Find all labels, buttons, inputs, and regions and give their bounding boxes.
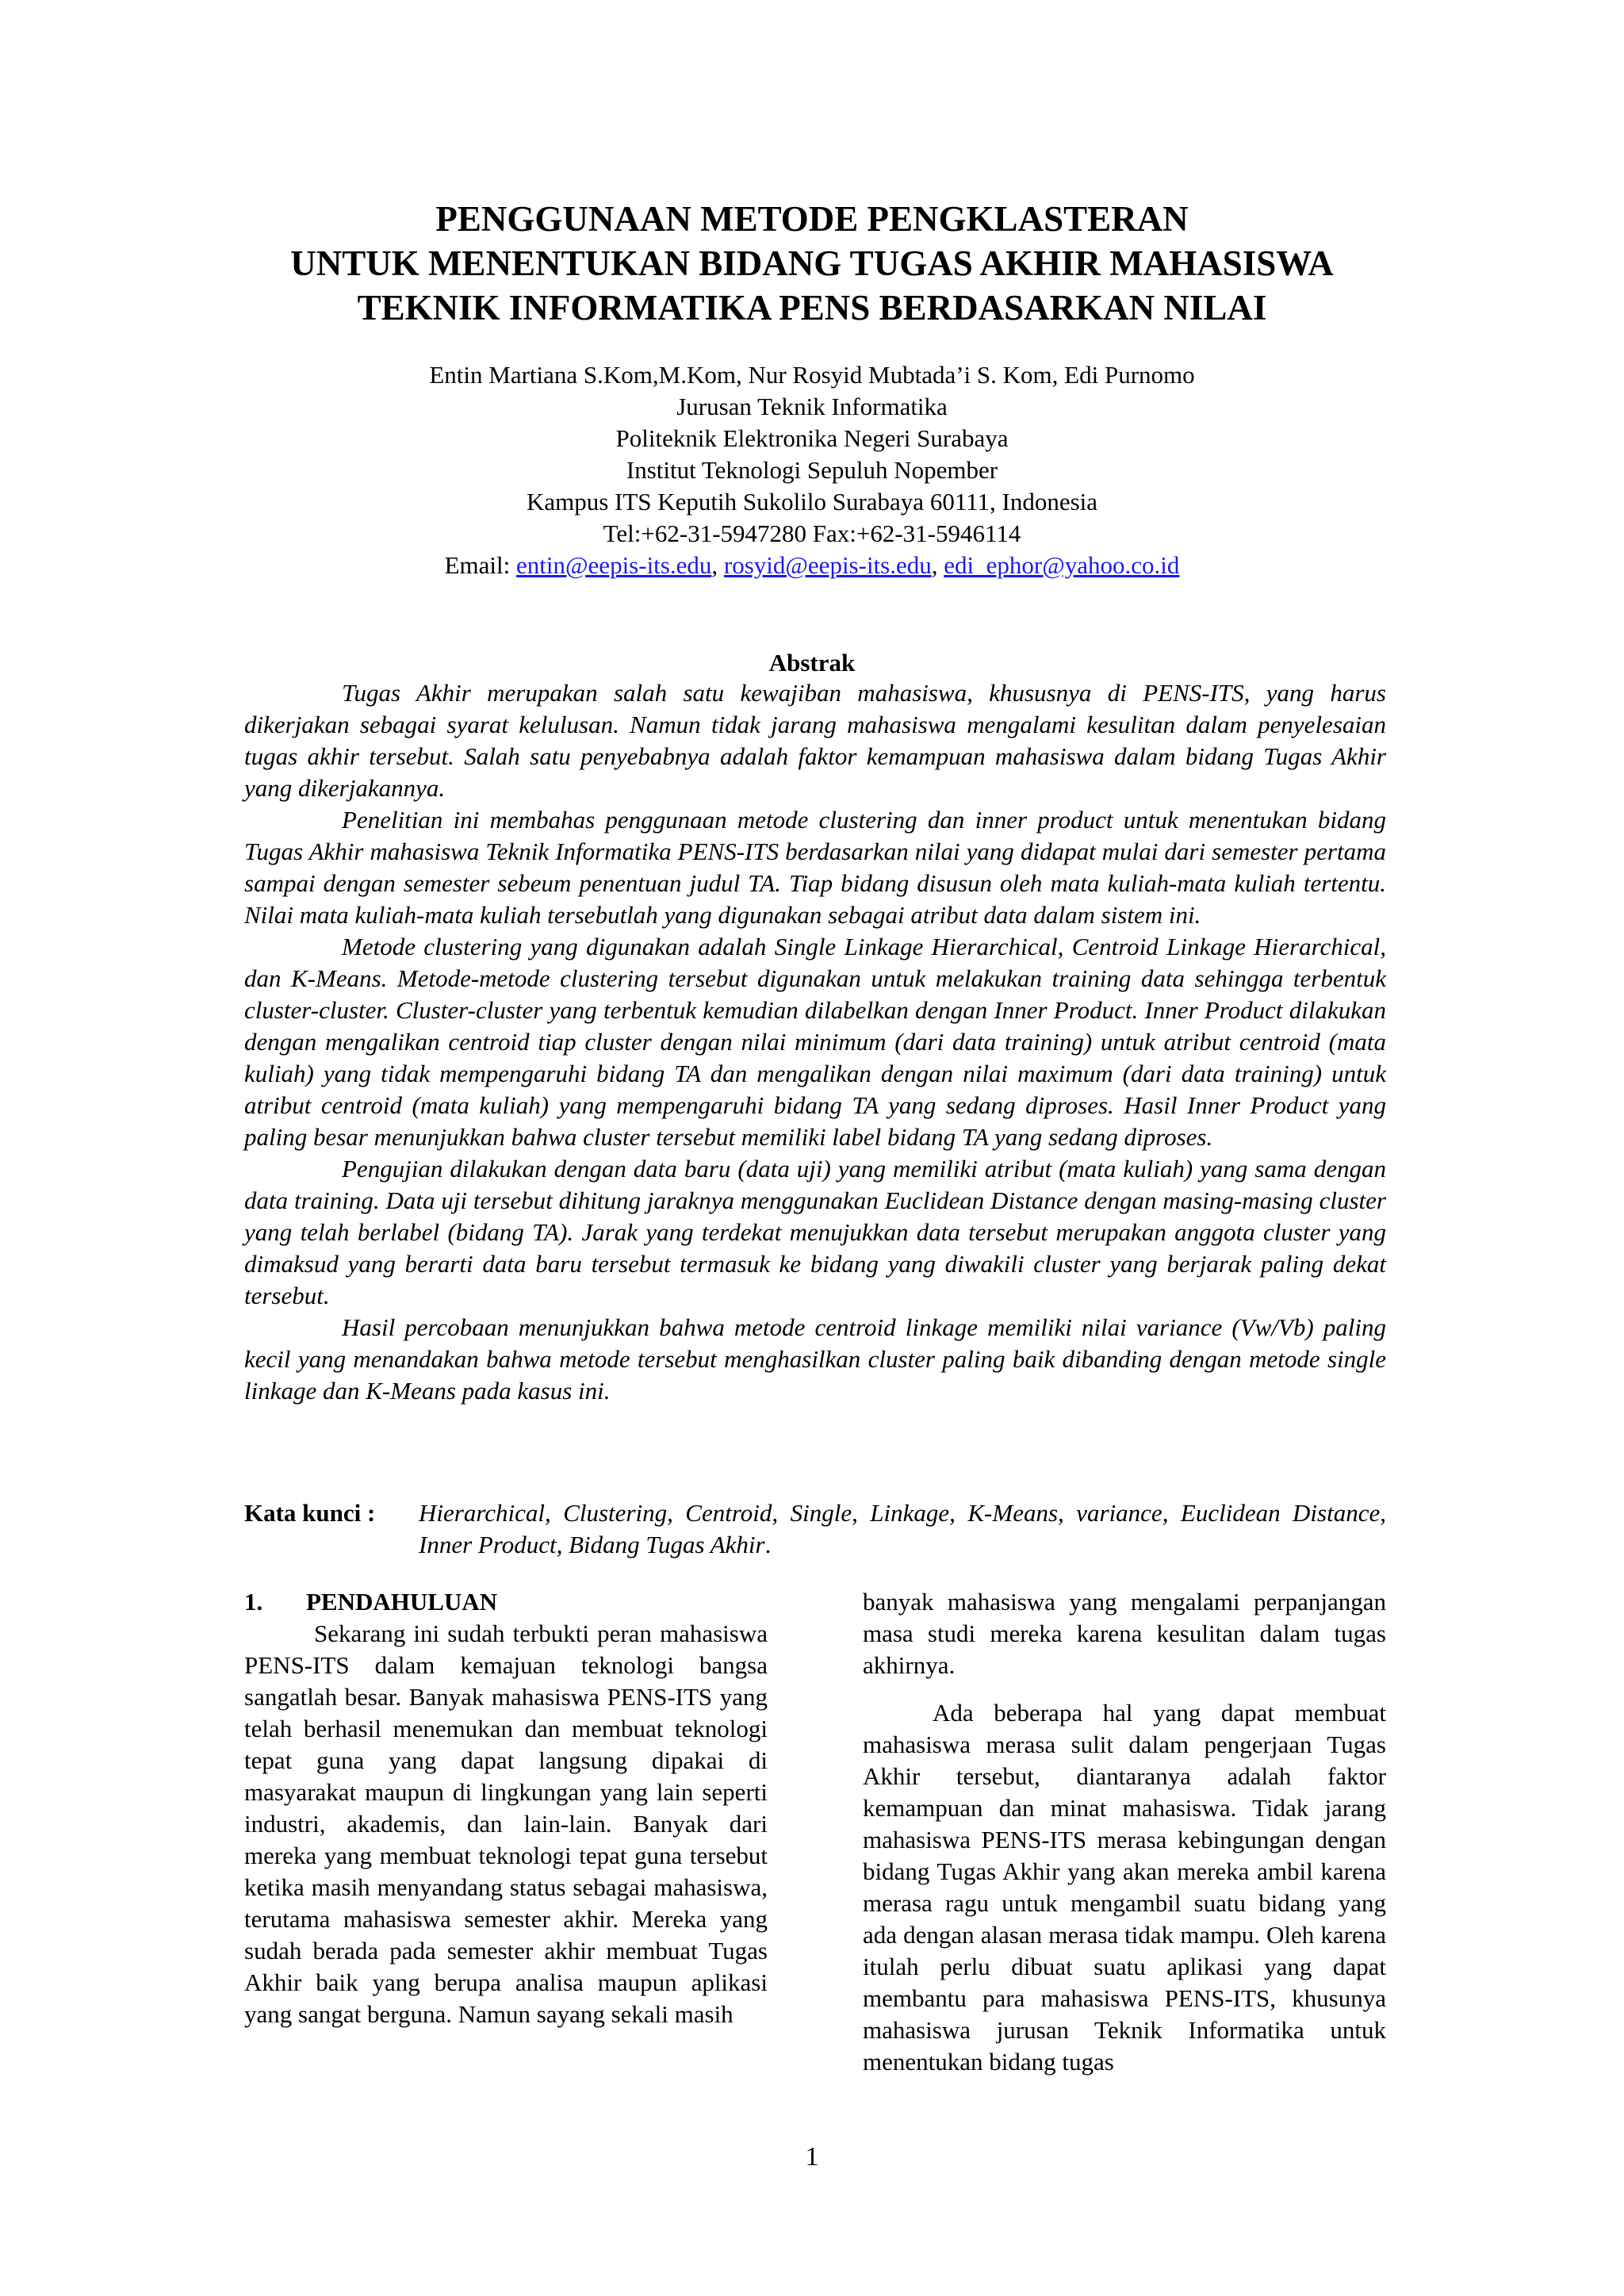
- section-number: 1.: [244, 1588, 263, 1616]
- keywords-text: [419, 1497, 1386, 1561]
- author-block: [238, 359, 1386, 581]
- keywords-end: .: [764, 1531, 772, 1558]
- abstract-paragraph: Penelitian ini membahas penggunaan metode clustering dan inner product untuk menentukan bidang Tugas Akhir mahasiswa Teknik Informatika PENS-ITS berdasarkan nilai yang didapat mulai dari semester pertama sampai dengan semester sebeum penentuan judul TA. Tiap bidang disusun oleh mata kuliah-mata kuliah tertentu. Nilai mata kuliah-mata kuliah tersebutlah yang digunakan sebagai atribut data dalam sistem ini.: [244, 806, 1386, 929]
- abstract-paragraph: Metode clustering yang digunakan adalah Single Linkage Hierarchical, Centroid Linkage Hierarchical, dan K-Means. Metode-metode clustering tersebut digunakan untuk melakukan training data sehingga terbentuk cluster-cluster. Cluster-cluster yang terbentuk kemudian dilabelkan dengan Inner Product. Inner Product dilakukan dengan mengalikan centroid tiap cluster dengan nilai minimum (dari data training) untuk atribut centroid (mata kuliah) yang tidak mempengaruhi bidang TA dan mengalikan dengan nilai maximum (dari data training) untuk atribut centroid (mata kuliah) yang mempengaruhi bidang TA yang sedang diproses. Hasil Inner Product yang paling besar menunjukkan bahwa cluster tersebut memiliki label bidang TA yang sedang diproses.: [244, 933, 1386, 1151]
- author-email-line: [238, 550, 1386, 581]
- author-names: Entin Martiana S.Kom,M.Kom, Nur Rosyid Mubtada’i S. Kom, Edi Purnomo: [429, 361, 1195, 389]
- right-column: [863, 1586, 1386, 2078]
- abstract-paragraph: Hasil percobaan menunjukkan bahwa metode centroid linkage memiliki nilai variance (Vw/Vb) paling kecil yang menandakan bahwa metode tersebut menghasilkan cluster paling baik dibanding dengan metode single linkage dan K-Means pada kasus ini.: [244, 1313, 1386, 1405]
- body-paragraph: Sekarang ini sudah terbukti peran mahasiswa PENS-ITS dalam kemajuan teknologi bangsa sangatlah besar. Banyak mahasiswa PENS-ITS yang telah berhasil menemukan dan membuat teknologi tepat guna yang dapat langsung dipakai di masyarakat maupun di lingkungan yang lain seperti industri, akademis, dan lain-lain. Banyak dari mereka yang membuat teknologi tepat guna tersebut ketika masih menyandang status sebagai mahasiswa, terutama mahasiswa semester akhir. Mereka yang sudah berada pada semester akhir membuat Tugas Akhir baik yang berupa analisa maupun aplikasi yang sangat berguna. Namun sayang sekali masih: [244, 1619, 768, 2028]
- author-university: Institut Teknologi Sepuluh Nopember: [626, 456, 998, 484]
- section-heading: [244, 1586, 768, 1618]
- email-link-entin[interactable]: entin@eepis-its.edu: [516, 551, 712, 579]
- title-line-3: TEKNIK INFORMATIKA PENS BERDASARKAN NILAI: [357, 288, 1267, 328]
- email-link-rosyid[interactable]: rosyid@eepis-its.edu: [723, 551, 932, 579]
- abstract-body: [244, 677, 1386, 1407]
- author-address: Kampus ITS Keputih Sukolilo Surabaya 60111, Indonesia: [526, 488, 1098, 516]
- email-separator: ,: [711, 551, 724, 579]
- section-title: PENDAHULUAN: [306, 1588, 498, 1616]
- author-phone: Tel:+62-31-5947280 Fax:+62-31-5946114: [603, 519, 1021, 547]
- keywords-label: Kata kunci :: [244, 1499, 376, 1527]
- author-department: Jurusan Teknik Informatika: [676, 393, 948, 420]
- author-institution: Politeknik Elektronika Negeri Surabaya: [615, 424, 1009, 452]
- paper-title: [238, 197, 1386, 330]
- keywords-block: [244, 1497, 1386, 1561]
- email-link-edi[interactable]: edi_ephor@yahoo.co.id: [944, 551, 1180, 579]
- email-separator: ,: [931, 551, 944, 579]
- keywords-list: Hierarchical, Clustering, Centroid, Single, Linkage, K-Means, variance, Euclidean Distance, Inner Product, Bidang Tugas Akhir: [419, 1499, 1386, 1558]
- abstract-paragraph: Tugas Akhir merupakan salah satu kewajiban mahasiswa, khususnya di PENS-ITS, yang harus dikerjakan sebagai syarat kelulusan. Namun tidak jarang mahasiswa mengalami kesulitan dalam penyelesaian tugas akhir tersebut. Salah satu penyebabnya adalah faktor kemampuan mahasiswa dalam bidang Tugas Akhir yang dikerjakannya.: [244, 679, 1386, 802]
- page-number: 1: [805, 2142, 819, 2171]
- email-label: Email:: [444, 551, 517, 579]
- title-line-2: UNTUK MENENTUKAN BIDANG TUGAS AKHIR MAHASISWA: [290, 243, 1334, 283]
- abstract-paragraph: Pengujian dilakukan dengan data baru (data uji) yang memiliki atribut (mata kuliah) yang sama dengan data training. Data uji tersebut dihitung jaraknya menggunakan Euclidean Distance dengan masing-masing cluster yang telah berlabel (bidang TA). Jarak yang terdekat menujukkan data tersebut merupakan anggota cluster yang dimaksud yang berarti data baru tersebut termasuk ke bidang yang diwakili cluster yang berjarak paling dekat tersebut.: [244, 1155, 1386, 1309]
- body-paragraph: banyak mahasiswa yang mengalami perpanjangan masa studi mereka karena kesulitan dalam tugas akhirnya.: [863, 1588, 1386, 1679]
- body-paragraph: Ada beberapa hal yang dapat membuat mahasiswa merasa sulit dalam pengerjaan Tugas Akhir tersebut, diantaranya adalah faktor kemampuan dan minat mahasiswa. Tidak jarang mahasiswa PENS-ITS merasa kebingungan dengan bidang Tugas Akhir yang akan mereka ambil karena merasa ragu untuk mengambil suatu bidang yang ada dengan alasan merasa tidak mampu. Oleh karena itulah perlu dibuat suatu aplikasi yang dapat membantu para mahasiswa PENS-ITS, khusunya mahasiswa jurusan Teknik Informatika untuk menentukan bidang tugas: [863, 1699, 1386, 2076]
- abstract-heading: Abstrak: [768, 649, 856, 677]
- title-line-1: PENGGUNAAN METODE PENGKLASTERAN: [435, 199, 1189, 239]
- left-column: [244, 1586, 768, 2030]
